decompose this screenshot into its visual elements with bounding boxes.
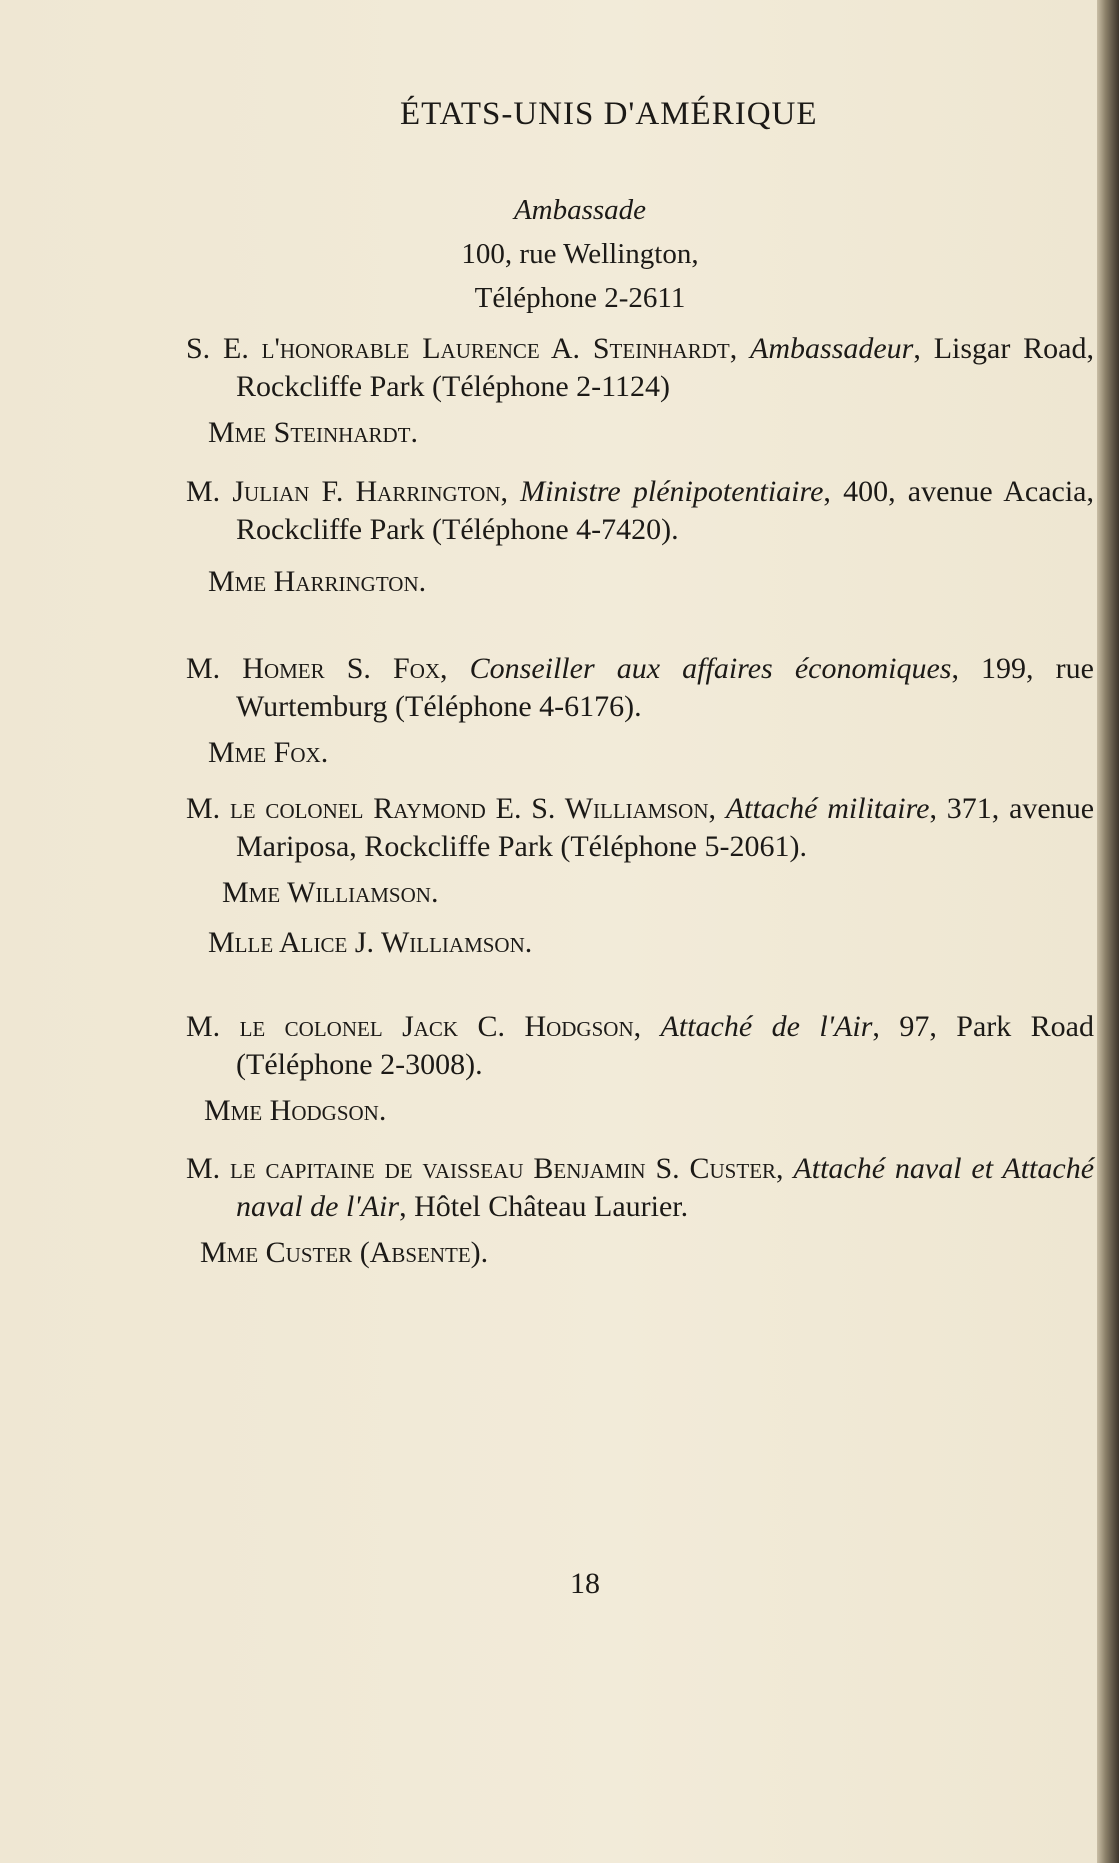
entry-hodgson xyxy=(186,1008,1094,1130)
entry-main: M. le capitaine de vaisseau Benjamin S. Custer, Attaché naval et Attaché naval de l'Air, Hôtel Château Laurier. xyxy=(186,1152,1095,1223)
entry-role: Ambassadeur xyxy=(750,332,914,365)
entry-role: Attaché naval et Attaché naval de l'Air xyxy=(236,1152,1095,1223)
entry-main: M. le colonel Raymond E. S. Williamson, Attaché militaire, 371, avenue Mariposa, Rockcliffe Park (Téléphone 5-2061). xyxy=(186,792,1095,863)
embassy-address: 100, rue Wellington, xyxy=(461,238,699,270)
entry-details: , 371, avenue Mariposa, Rockcliffe Park (Téléphone 5-2061). xyxy=(236,792,1095,863)
entry-prefix: M. xyxy=(186,652,243,685)
entry-main: M. le colonel Jack C. Hodgson, Attaché de l'Air, 97, Park Road (Téléphone 2-3008). xyxy=(186,1010,1094,1081)
entry-harrington xyxy=(186,473,1094,601)
entry-spouse: Mme Williamson. xyxy=(222,876,439,909)
entry-name: Homer S. Fox xyxy=(242,652,441,685)
entry-main: M. Julian F. Harrington, Ministre plénipotentiaire, 400, avenue Acacia, Rockcliffe Park (Téléphone 4-7420). xyxy=(186,475,1094,546)
entry-details: , 199, rue Wurtemburg (Téléphone 4-6176). xyxy=(236,652,1094,723)
embassy-block xyxy=(0,188,1100,320)
entry-details: , Hôtel Château Laurier. xyxy=(399,1190,689,1223)
entry-prefix: M. le capitaine de vaisseau xyxy=(186,1152,534,1185)
entry-spouse-2: Mlle Alice J. Williamson. xyxy=(208,926,533,959)
entry-role: Attaché militaire xyxy=(725,792,930,825)
entry-main: M. Homer S. Fox, Conseiller aux affaires économiques, 199, rue Wurtemburg (Téléphone 4-6176). xyxy=(186,652,1094,723)
entry-role: Conseiller aux affaires économiques xyxy=(469,652,952,685)
entry-details: , 400, avenue Acacia, Rockcliffe Park (Téléphone 4-7420). xyxy=(236,475,1094,546)
entry-name: Benjamin S. Custer xyxy=(533,1152,777,1185)
entry-prefix: M. le colonel xyxy=(186,1010,403,1043)
entry-role: Ministre plénipotentiaire xyxy=(520,475,824,508)
entry-prefix: S. E. l'honorable xyxy=(186,332,423,365)
entry-main: S. E. l'honorable Laurence A. Steinhardt, Ambassadeur, Lisgar Road, Rockcliffe Park (Téléphone 2-1124) xyxy=(186,332,1094,403)
entry-name: Jack C. Hodgson xyxy=(402,1010,634,1043)
entry-prefix: M. xyxy=(186,475,233,508)
entry-spouse: Mme Steinhardt. xyxy=(208,416,419,449)
embassy-phone: Téléphone 2-2611 xyxy=(474,282,686,314)
embassy-title: Ambassade xyxy=(513,194,647,226)
page-title: ÉTATS-UNIS D'AMÉRIQUE xyxy=(400,96,818,132)
entry-name: Raymond E. S. Williamson xyxy=(373,792,709,825)
entry-williamson xyxy=(186,790,1094,962)
entry-custer xyxy=(186,1150,1094,1272)
entry-name: Laurence A. Steinhardt xyxy=(422,332,730,365)
entry-spouse: Mme Custer (Absente). xyxy=(200,1236,489,1269)
entry-name: Julian F. Harrington xyxy=(232,475,501,508)
entry-details: , 97, Park Road (Téléphone 2-3008). xyxy=(236,1010,1094,1081)
entry-prefix: M. le colonel xyxy=(186,792,374,825)
entry-fox xyxy=(186,650,1094,772)
entry-spouse: Mme Hodgson. xyxy=(204,1094,387,1127)
page-number: 18 xyxy=(570,1567,600,1600)
entry-steinhardt xyxy=(186,330,1094,452)
page-edge xyxy=(1097,0,1119,1863)
entry-details: , Lisgar Road, Rockcliffe Park (Téléphone 2-1124) xyxy=(236,332,1094,403)
entry-spouse: Mme Harrington. xyxy=(208,565,427,598)
entry-role: Attaché de l'Air xyxy=(660,1010,873,1043)
entry-spouse: Mme Fox. xyxy=(208,736,329,769)
